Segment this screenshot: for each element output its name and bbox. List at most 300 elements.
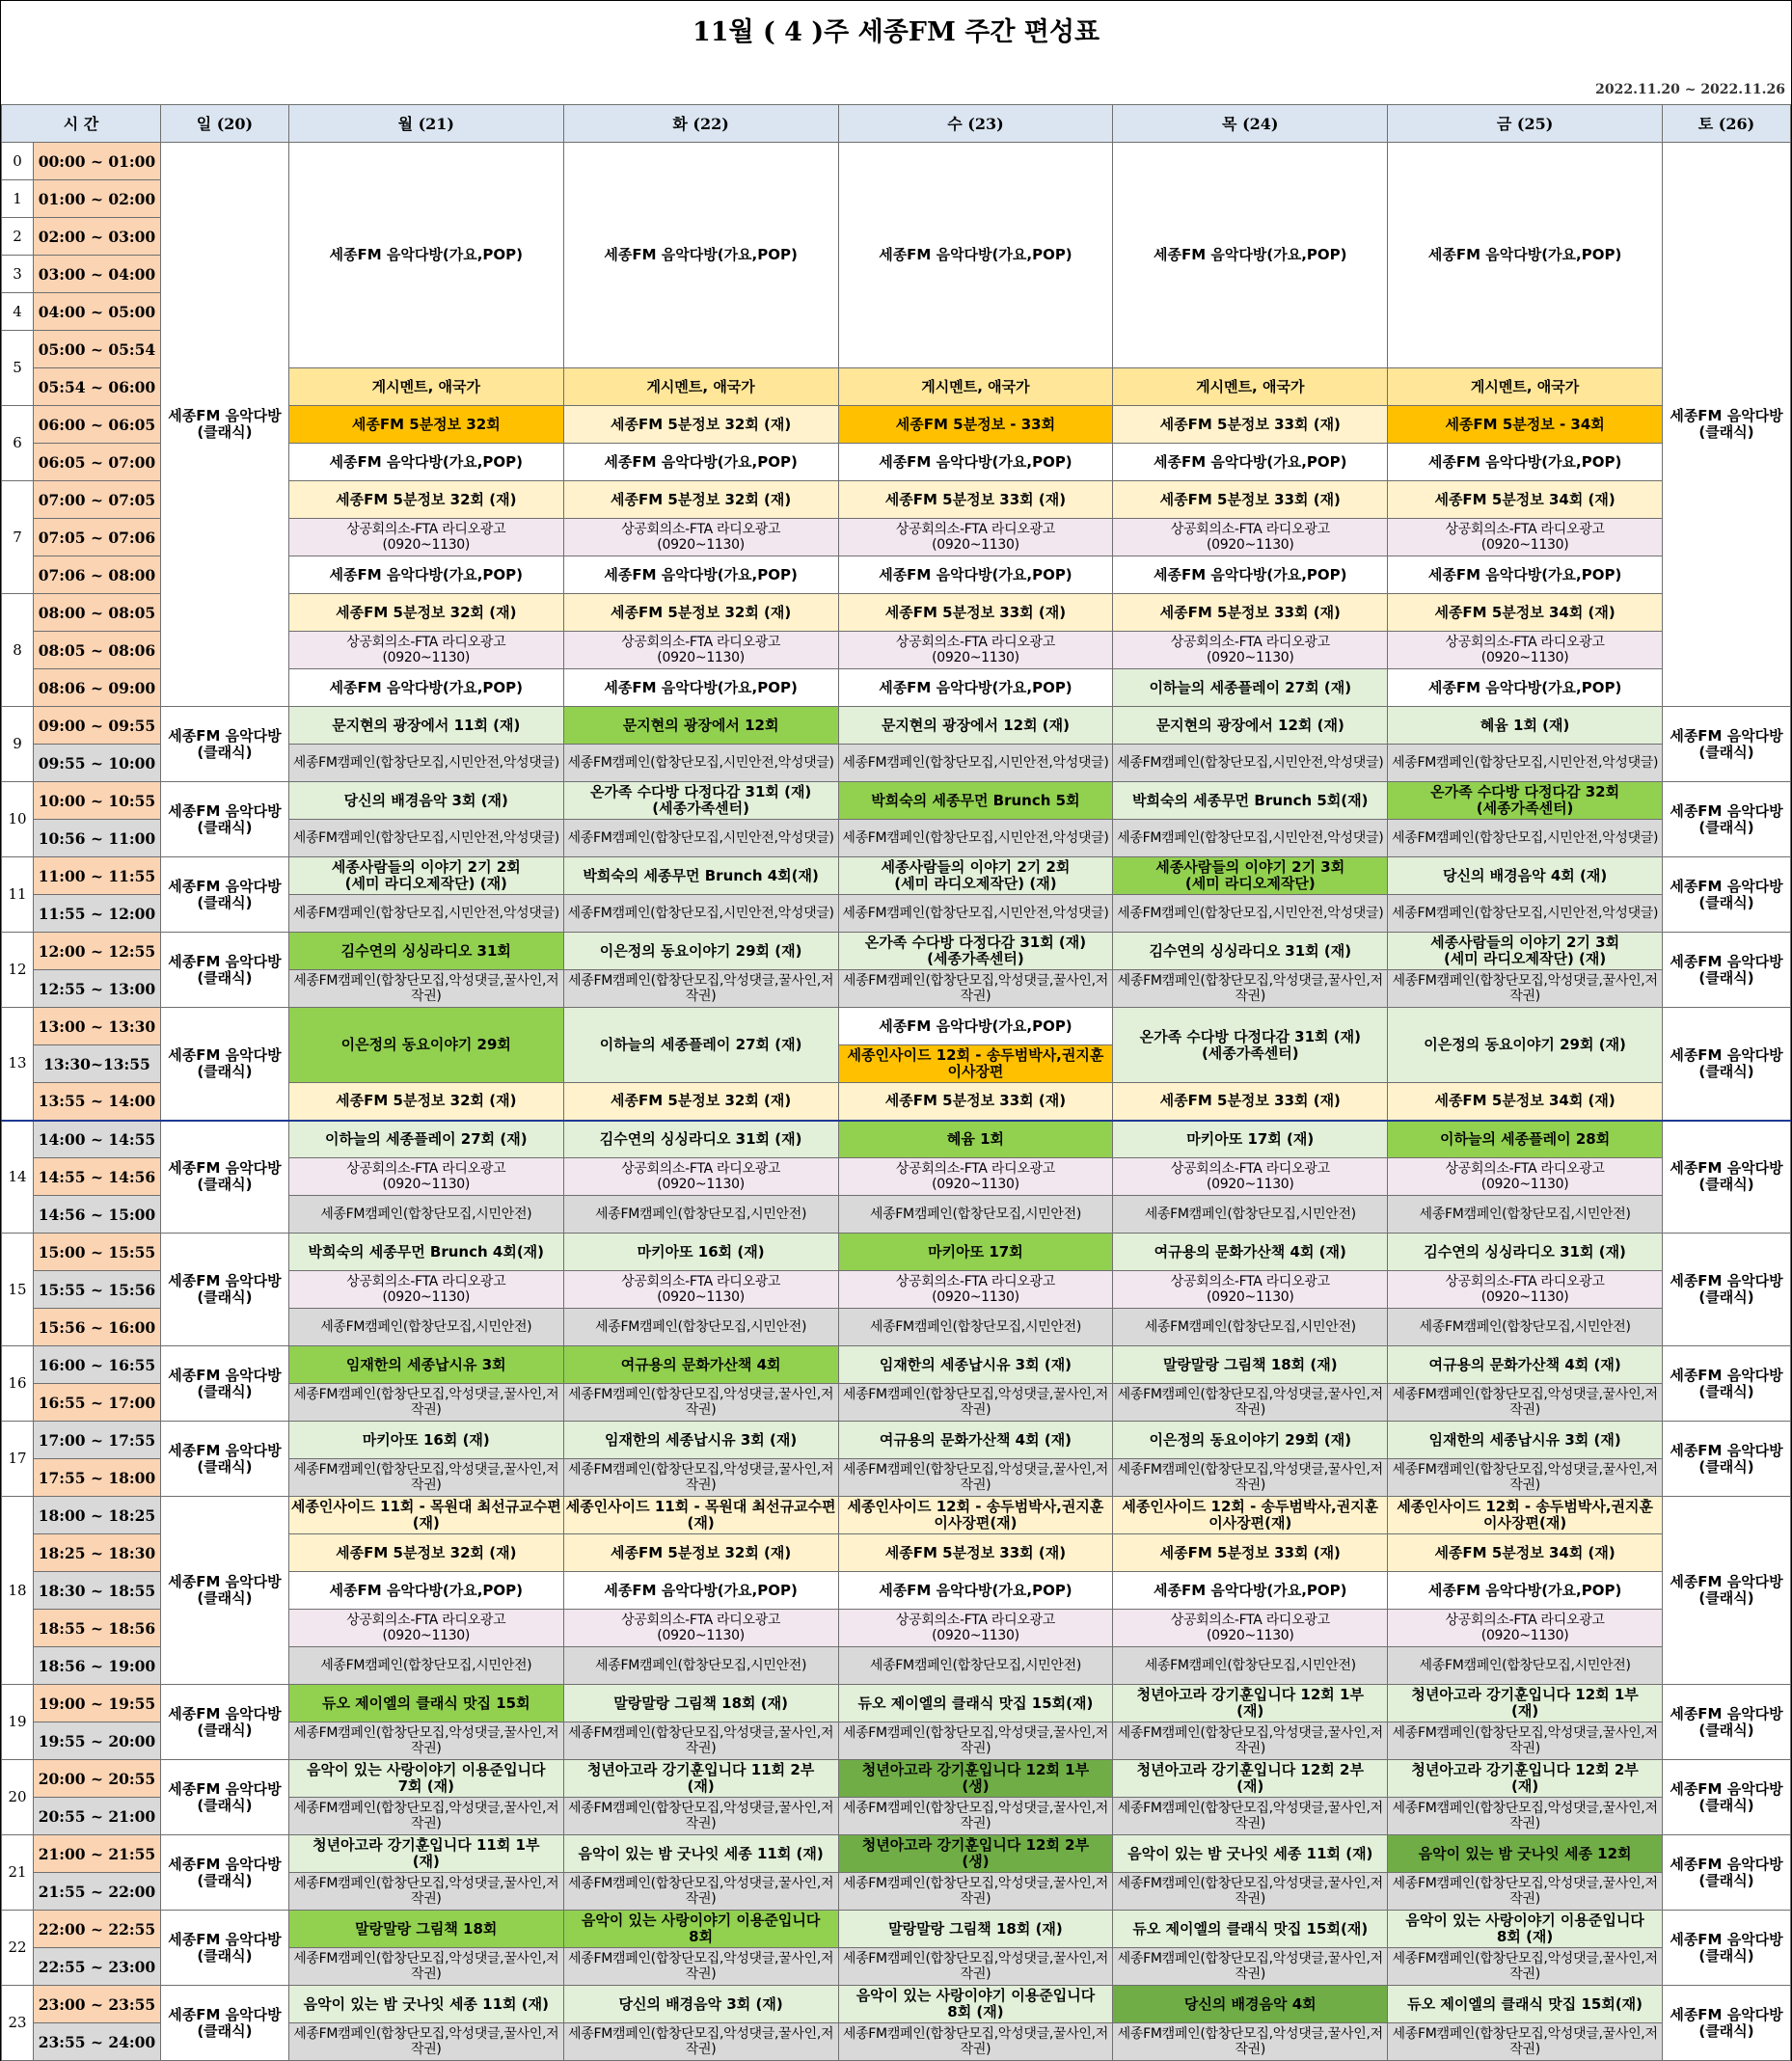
hour-label: 8 <box>2 594 34 707</box>
campaign-cell: 세종FM캠페인(합창단모집,시민안전,악성댓글) <box>1388 820 1663 857</box>
campaign-cell: 세종FM캠페인(합창단모집,악성댓글,꿀사인,저작권) <box>838 1384 1113 1422</box>
program-cell: 이하늘의 세종플레이 27회 (재) <box>1113 669 1388 707</box>
program-cell: 세종FM 5분정보 32회 (재) <box>563 594 838 632</box>
program-cell: 이은정의 동요이야기 29회 <box>288 1008 563 1083</box>
program-cell: 당신의 배경음악 4회 <box>1113 1986 1388 2023</box>
time-slot: 08:00 ~ 08:05 <box>33 594 160 632</box>
campaign-cell: 세종FM캠페인(합창단모집,시민안전) <box>1113 1647 1388 1685</box>
campaign-cell: 상공회의소-FTA 라디오광고 (0920~1130) <box>563 1271 838 1309</box>
campaign-cell: 세종FM캠페인(합창단모집,악성댓글,꿀사인,저작권) <box>563 1384 838 1422</box>
schedule-row <box>2 782 1791 820</box>
header-sat: 토 (26) <box>1663 105 1791 143</box>
campaign-cell: 세종FM캠페인(합창단모집,시민안전) <box>1388 1647 1663 1685</box>
hour-label: 22 <box>2 1911 34 1986</box>
campaign-cell: 상공회의소-FTA 라디오광고 (0920~1130) <box>1113 1610 1388 1647</box>
program-cell: 세종FM 음악다방(가요,POP) <box>1388 143 1663 368</box>
hour-label: 17 <box>2 1422 34 1497</box>
program-cell: 세종FM 음악다방(가요,POP) <box>1113 1572 1388 1610</box>
program-cell: 문지현의 광장에서 12회 (재) <box>838 707 1113 745</box>
campaign-cell: 세종FM캠페인(합창단모집,악성댓글,꿀사인,저작권) <box>1113 1948 1388 1986</box>
hour-label: 12 <box>2 933 34 1008</box>
schedule-grid <box>1 104 1791 2061</box>
sunday-program: 세종FM 음악다방 (클래식) <box>160 1835 288 1911</box>
hour-label: 18 <box>2 1497 34 1685</box>
hour-label: 15 <box>2 1234 34 1346</box>
campaign-cell: 상공회의소-FTA 라디오광고 (0920~1130) <box>288 1158 563 1196</box>
program-cell: 세종FM 5분정보 - 34회 <box>1388 406 1663 444</box>
program-cell: 세종FM 음악다방(가요,POP) <box>563 556 838 594</box>
schedule-row <box>2 1911 1791 1948</box>
campaign-cell: 세종FM캠페인(합창단모집,시민안전) <box>563 1196 838 1234</box>
program-cell: 세종FM 음악다방(가요,POP) <box>563 143 838 368</box>
sunday-program: 세종FM 음악다방 (클래식) <box>160 707 288 782</box>
program-cell: 듀오 제이엘의 클래식 맛집 15회(재) <box>838 1685 1113 1722</box>
time-slot: 00:00 ~ 01:00 <box>33 143 160 180</box>
campaign-cell: 세종FM캠페인(합창단모집,악성댓글,꿀사인,저작권) <box>838 1873 1113 1911</box>
program-cell: 게시멘트, 애국가 <box>1113 368 1388 406</box>
program-cell: 혜윰 1회 (재) <box>1388 707 1663 745</box>
hour-label: 4 <box>2 293 34 331</box>
program-cell: 청년아고라 강기훈입니다 12회 1부 (생) <box>838 1760 1113 1798</box>
program-cell: 세종FM 음악다방(가요,POP) <box>1113 143 1388 368</box>
program-cell: 세종FM 5분정보 33회 (재) <box>838 594 1113 632</box>
header-time: 시 간 <box>2 105 161 143</box>
program-cell: 세종FM 음악다방(가요,POP) <box>1113 556 1388 594</box>
program-cell: 세종FM 음악다방(가요,POP) <box>563 444 838 481</box>
campaign-cell: 세종FM캠페인(합창단모집,악성댓글,꿀사인,저작권) <box>1388 1798 1663 1835</box>
campaign-cell: 세종FM캠페인(합창단모집,시민안전,악성댓글) <box>1388 745 1663 782</box>
program-cell: 세종FM 음악다방(가요,POP) <box>838 143 1113 368</box>
campaign-cell: 세종FM캠페인(합창단모집,악성댓글,꿀사인,저작권) <box>288 970 563 1008</box>
saturday-program: 세종FM 음악다방 (클래식) <box>1663 1685 1791 1760</box>
campaign-cell: 세종FM캠페인(합창단모집,악성댓글,꿀사인,저작권) <box>288 1873 563 1911</box>
hour-label: 0 <box>2 143 34 180</box>
campaign-cell: 상공회의소-FTA 라디오광고 (0920~1130) <box>1388 1158 1663 1196</box>
program-cell: 세종FM 5분정보 32회 (재) <box>288 1083 563 1121</box>
hour-label: 14 <box>2 1121 34 1234</box>
program-cell: 당신의 배경음악 3회 (재) <box>563 1986 838 2023</box>
sunday-program: 세종FM 음악다방 (클래식) <box>160 1986 288 2061</box>
program-cell: 세종FM 음악다방(가요,POP) <box>1388 1572 1663 1610</box>
time-slot: 05:54 ~ 06:00 <box>33 368 160 406</box>
campaign-cell: 세종FM캠페인(합창단모집,시민안전) <box>288 1647 563 1685</box>
program-cell: 세종FM 음악다방(가요,POP) <box>838 444 1113 481</box>
campaign-cell: 상공회의소-FTA 라디오광고 (0920~1130) <box>838 1271 1113 1309</box>
program-cell: 임재한의 세종납시유 3회 (재) <box>838 1346 1113 1384</box>
time-slot: 06:00 ~ 06:05 <box>33 406 160 444</box>
time-slot: 03:00 ~ 04:00 <box>33 256 160 293</box>
program-cell: 마키아또 16회 (재) <box>563 1234 838 1271</box>
program-cell: 듀오 제이엘의 클래식 맛집 15회(재) <box>1388 1986 1663 2023</box>
program-cell: 세종FM 5분정보 32회 (재) <box>288 481 563 519</box>
program-cell: 세종FM 5분정보 32회 (재) <box>563 481 838 519</box>
program-cell: 청년아고라 강기훈입니다 12회 2부 (재) <box>1113 1760 1388 1798</box>
program-cell: 세종인사이드 12회 - 송두범박사,권지훈이사장편 <box>838 1045 1113 1083</box>
schedule-row <box>2 1986 1791 2023</box>
campaign-cell: 세종FM캠페인(합창단모집,악성댓글,꿀사인,저작권) <box>1388 1459 1663 1497</box>
program-cell: 음악이 있는 사랑이야기 이용준입니다 8회 <box>563 1911 838 1948</box>
campaign-cell: 세종FM캠페인(합창단모집,시민안전,악성댓글) <box>838 745 1113 782</box>
program-cell: 게시멘트, 애국가 <box>288 368 563 406</box>
campaign-cell: 세종FM캠페인(합창단모집,시민안전,악성댓글) <box>288 820 563 857</box>
campaign-cell: 세종FM캠페인(합창단모집,악성댓글,꿀사인,저작권) <box>1388 2023 1663 2061</box>
campaign-cell: 세종FM캠페인(합창단모집,시민안전,악성댓글) <box>838 820 1113 857</box>
schedule-row <box>2 707 1791 745</box>
program-cell: 세종FM 5분정보 33회 (재) <box>838 1534 1113 1572</box>
time-slot: 11:00 ~ 11:55 <box>33 857 160 895</box>
program-cell: 게시멘트, 애국가 <box>1388 368 1663 406</box>
sunday-program: 세종FM 음악다방 (클래식) <box>160 1685 288 1760</box>
time-slot: 16:00 ~ 16:55 <box>33 1346 160 1384</box>
program-cell: 임재한의 세종납시유 3회 <box>288 1346 563 1384</box>
campaign-cell: 상공회의소-FTA 라디오광고 (0920~1130) <box>1113 632 1388 669</box>
program-cell: 청년아고라 강기훈입니다 12회 1부 (재) <box>1388 1685 1663 1722</box>
program-cell: 세종FM 5분정보 33회 (재) <box>1113 1083 1388 1121</box>
time-slot: 18:56 ~ 19:00 <box>33 1647 160 1685</box>
time-slot: 18:00 ~ 18:25 <box>33 1497 160 1534</box>
hour-label: 7 <box>2 481 34 594</box>
saturday-program: 세종FM 음악다방 (클래식) <box>1663 933 1791 1008</box>
program-cell: 이은정의 동요이야기 29회 (재) <box>563 933 838 970</box>
header-mon: 월 (21) <box>288 105 563 143</box>
program-cell: 세종인사이드 12회 - 송두범박사,권지훈이사장편(재) <box>838 1497 1113 1534</box>
campaign-cell: 상공회의소-FTA 라디오광고 (0920~1130) <box>838 1158 1113 1196</box>
campaign-cell: 상공회의소-FTA 라디오광고 (0920~1130) <box>288 632 563 669</box>
sunday-program: 세종FM 음악다방 (클래식) <box>160 1760 288 1835</box>
time-slot: 13:30~13:55 <box>33 1045 160 1083</box>
program-cell: 세종FM 음악다방(가요,POP) <box>288 143 563 368</box>
program-cell: 여규용의 문화가산책 4회 <box>563 1346 838 1384</box>
sunday-program: 세종FM 음악다방 (클래식) <box>160 1911 288 1986</box>
program-cell: 세종FM 음악다방(가요,POP) <box>1388 669 1663 707</box>
sunday-program: 세종FM 음악다방 (클래식) <box>160 1422 288 1497</box>
campaign-cell: 세종FM캠페인(합창단모집,악성댓글,꿀사인,저작권) <box>1113 1722 1388 1760</box>
campaign-cell: 상공회의소-FTA 라디오광고 (0920~1130) <box>1388 632 1663 669</box>
program-cell: 세종FM 음악다방(가요,POP) <box>563 1572 838 1610</box>
sunday-program: 세종FM 음악다방 (클래식) <box>160 1346 288 1422</box>
campaign-cell: 상공회의소-FTA 라디오광고 (0920~1130) <box>1113 1271 1388 1309</box>
program-cell: 마키아또 17회 <box>838 1234 1113 1271</box>
program-cell: 세종FM 음악다방(가요,POP) <box>563 669 838 707</box>
campaign-cell: 상공회의소-FTA 라디오광고 (0920~1130) <box>1113 519 1388 556</box>
saturday-program: 세종FM 음악다방 (클래식) <box>1663 1760 1791 1835</box>
campaign-cell: 세종FM캠페인(합창단모집,악성댓글,꿀사인,저작권) <box>838 970 1113 1008</box>
campaign-cell: 상공회의소-FTA 라디오광고 (0920~1130) <box>1388 519 1663 556</box>
campaign-cell: 세종FM캠페인(합창단모집,악성댓글,꿀사인,저작권) <box>563 2023 838 2061</box>
program-cell: 세종FM 5분정보 33회 (재) <box>838 1083 1113 1121</box>
schedule-row <box>2 1422 1791 1459</box>
program-cell: 세종FM 음악다방(가요,POP) <box>838 556 1113 594</box>
program-cell: 문지현의 광장에서 12회 (재) <box>1113 707 1388 745</box>
program-cell: 세종인사이드 12회 - 송두범박사,권지훈이사장편(재) <box>1113 1497 1388 1534</box>
sunday-program: 세종FM 음악다방 (클래식) <box>160 1234 288 1346</box>
time-slot: 23:00 ~ 23:55 <box>33 1986 160 2023</box>
campaign-cell: 상공회의소-FTA 라디오광고 (0920~1130) <box>288 1610 563 1647</box>
schedule-row <box>2 933 1791 970</box>
campaign-cell: 세종FM캠페인(합창단모집,시민안전) <box>1388 1309 1663 1346</box>
time-slot: 01:00 ~ 02:00 <box>33 180 160 218</box>
campaign-cell: 상공회의소-FTA 라디오광고 (0920~1130) <box>1388 1271 1663 1309</box>
program-cell: 세종사람들의 이야기 2기 3회 (세미 라디오제작단) (재) <box>1388 933 1663 970</box>
program-cell: 게시멘트, 애국가 <box>838 368 1113 406</box>
campaign-cell: 세종FM캠페인(합창단모집,악성댓글,꿀사인,저작권) <box>838 1722 1113 1760</box>
program-cell: 세종FM 5분정보 - 33회 <box>838 406 1113 444</box>
program-cell: 세종FM 5분정보 33회 (재) <box>1113 481 1388 519</box>
time-slot: 20:55 ~ 21:00 <box>33 1798 160 1835</box>
campaign-cell: 세종FM캠페인(합창단모집,시민안전) <box>838 1196 1113 1234</box>
hour-label: 3 <box>2 256 34 293</box>
campaign-cell: 상공회의소-FTA 라디오광고 (0920~1130) <box>838 1610 1113 1647</box>
schedule-row <box>2 1234 1791 1271</box>
program-cell: 세종FM 5분정보 32회 (재) <box>563 406 838 444</box>
time-slot: 16:55 ~ 17:00 <box>33 1384 160 1422</box>
program-cell: 여규용의 문화가산책 4회 (재) <box>838 1422 1113 1459</box>
time-slot: 09:00 ~ 09:55 <box>33 707 160 745</box>
program-cell: 세종FM 5분정보 34회 (재) <box>1388 1534 1663 1572</box>
campaign-cell: 세종FM캠페인(합창단모집,악성댓글,꿀사인,저작권) <box>563 1948 838 1986</box>
program-cell: 문지현의 광장에서 11회 (재) <box>288 707 563 745</box>
program-cell: 온가족 수다방 다정다감 31회 (재) (세종가족센터) <box>1113 1008 1388 1083</box>
header-wed: 수 (23) <box>838 105 1113 143</box>
program-cell: 세종FM 5분정보 32회 (재) <box>563 1534 838 1572</box>
time-slot: 17:00 ~ 17:55 <box>33 1422 160 1459</box>
campaign-cell: 세종FM캠페인(합창단모집,악성댓글,꿀사인,저작권) <box>563 1459 838 1497</box>
program-cell: 말랑말랑 그림책 18회 (재) <box>1113 1346 1388 1384</box>
time-slot: 04:00 ~ 05:00 <box>33 293 160 331</box>
time-slot: 09:55 ~ 10:00 <box>33 745 160 782</box>
program-cell: 여규용의 문화가산책 4회 (재) <box>1388 1346 1663 1384</box>
campaign-cell: 세종FM캠페인(합창단모집,악성댓글,꿀사인,저작권) <box>1113 970 1388 1008</box>
program-cell: 박희숙의 세종무먼 Brunch 4회(재) <box>563 857 838 895</box>
program-cell: 세종FM 5분정보 34회 (재) <box>1388 594 1663 632</box>
header-sun: 일 (20) <box>160 105 288 143</box>
time-slot: 07:06 ~ 08:00 <box>33 556 160 594</box>
program-cell: 세종FM 5분정보 32회 (재) <box>288 1534 563 1572</box>
campaign-cell: 세종FM캠페인(합창단모집,시민안전) <box>1113 1196 1388 1234</box>
campaign-cell: 세종FM캠페인(합창단모집,악성댓글,꿀사인,저작권) <box>838 1948 1113 1986</box>
campaign-cell: 세종FM캠페인(합창단모집,악성댓글,꿀사인,저작권) <box>838 1798 1113 1835</box>
schedule-row <box>2 1121 1791 1158</box>
hour-label: 5 <box>2 331 34 406</box>
saturday-program: 세종FM 음악다방 (클래식) <box>1663 1497 1791 1685</box>
campaign-cell: 세종FM캠페인(합창단모집,악성댓글,꿀사인,저작권) <box>563 970 838 1008</box>
campaign-cell: 세종FM캠페인(합창단모집,악성댓글,꿀사인,저작권) <box>288 1798 563 1835</box>
campaign-cell: 상공회의소-FTA 라디오광고 (0920~1130) <box>1388 1610 1663 1647</box>
program-cell: 온가족 수다방 다정다감 31회 (재) (세종가족센터) <box>563 782 838 820</box>
sunday-program: 세종FM 음악다방 (클래식) <box>160 1008 288 1121</box>
campaign-cell: 세종FM캠페인(합창단모집,악성댓글,꿀사인,저작권) <box>1113 1798 1388 1835</box>
program-cell: 듀오 제이엘의 클래식 맛집 15회(재) <box>1113 1911 1388 1948</box>
program-cell: 세종FM 음악다방(가요,POP) <box>1388 444 1663 481</box>
campaign-cell: 상공회의소-FTA 라디오광고 (0920~1130) <box>288 519 563 556</box>
time-slot: 10:56 ~ 11:00 <box>33 820 160 857</box>
campaign-cell: 세종FM캠페인(합창단모집,시민안전,악성댓글) <box>1113 745 1388 782</box>
campaign-cell: 세종FM캠페인(합창단모집,시민안전) <box>288 1309 563 1346</box>
campaign-cell: 세종FM캠페인(합창단모집,시민안전,악성댓글) <box>1113 895 1388 933</box>
program-cell: 박희숙의 세종무먼 Brunch 5회 <box>838 782 1113 820</box>
program-cell: 세종인사이드 12회 - 송두범박사,권지훈이사장편(재) <box>1388 1497 1663 1534</box>
program-cell: 김수연의 싱싱라디오 31회 (재) <box>1388 1234 1663 1271</box>
program-cell: 세종FM 음악다방(가요,POP) <box>1388 556 1663 594</box>
time-slot: 14:56 ~ 15:00 <box>33 1196 160 1234</box>
program-cell: 세종FM 5분정보 34회 (재) <box>1388 481 1663 519</box>
campaign-cell: 세종FM캠페인(합창단모집,악성댓글,꿀사인,저작권) <box>1388 1384 1663 1422</box>
program-cell: 마키아또 17회 (재) <box>1113 1121 1388 1158</box>
campaign-cell: 세종FM캠페인(합창단모집,악성댓글,꿀사인,저작권) <box>288 2023 563 2061</box>
time-slot: 05:00 ~ 05:54 <box>33 331 160 368</box>
header-tue: 화 (22) <box>563 105 838 143</box>
campaign-cell: 세종FM캠페인(합창단모집,악성댓글,꿀사인,저작권) <box>1388 1722 1663 1760</box>
program-cell: 당신의 배경음악 3회 (재) <box>288 782 563 820</box>
saturday-program: 세종FM 음악다방 (클래식) <box>1663 1234 1791 1346</box>
time-slot: 14:00 ~ 14:55 <box>33 1121 160 1158</box>
program-cell: 세종FM 음악다방(가요,POP) <box>1113 444 1388 481</box>
time-slot: 08:05 ~ 08:06 <box>33 632 160 669</box>
program-cell: 세종인사이드 11회 - 목원대 최선규교수편(재) <box>563 1497 838 1534</box>
program-cell: 이은정의 동요이야기 29회 (재) <box>1113 1422 1388 1459</box>
time-slot: 15:55 ~ 15:56 <box>33 1271 160 1309</box>
program-cell: 이하늘의 세종플레이 27회 (재) <box>288 1121 563 1158</box>
time-slot: 20:00 ~ 20:55 <box>33 1760 160 1798</box>
schedule-row <box>2 1835 1791 1873</box>
time-slot: 15:56 ~ 16:00 <box>33 1309 160 1346</box>
saturday-program: 세종FM 음악다방 (클래식) <box>1663 1986 1791 2061</box>
saturday-program: 세종FM 음악다방 (클래식) <box>1663 857 1791 933</box>
hour-label: 11 <box>2 857 34 933</box>
header-thu: 목 (24) <box>1113 105 1388 143</box>
program-cell: 세종사람들의 이야기 2기 2회 (세미 라디오제작단) (재) <box>288 857 563 895</box>
program-cell: 이하늘의 세종플레이 28회 <box>1388 1121 1663 1158</box>
program-cell: 이하늘의 세종플레이 27회 (재) <box>563 1008 838 1083</box>
time-slot: 12:55 ~ 13:00 <box>33 970 160 1008</box>
campaign-cell: 세종FM캠페인(합창단모집,악성댓글,꿀사인,저작권) <box>838 1459 1113 1497</box>
program-cell: 음악이 있는 사랑이야기 이용준입니다 8회 (재) <box>1388 1911 1663 1948</box>
program-cell: 세종사람들의 이야기 2기 2회 (세미 라디오제작단) (재) <box>838 857 1113 895</box>
time-slot: 07:05 ~ 07:06 <box>33 519 160 556</box>
campaign-cell: 세종FM캠페인(합창단모집,시민안전,악성댓글) <box>563 745 838 782</box>
schedule-table <box>1 104 1791 2061</box>
campaign-cell: 세종FM캠페인(합창단모집,악성댓글,꿀사인,저작권) <box>288 1384 563 1422</box>
time-slot: 17:55 ~ 18:00 <box>33 1459 160 1497</box>
schedule-row <box>2 1760 1791 1798</box>
program-cell: 세종FM 5분정보 33회 (재) <box>1113 406 1388 444</box>
time-slot: 10:00 ~ 10:55 <box>33 782 160 820</box>
time-slot: 18:30 ~ 18:55 <box>33 1572 160 1610</box>
program-cell: 세종FM 5분정보 32회 (재) <box>563 1083 838 1121</box>
schedule-row <box>2 143 1791 180</box>
time-slot: 19:00 ~ 19:55 <box>33 1685 160 1722</box>
time-slot: 22:00 ~ 22:55 <box>33 1911 160 1948</box>
time-slot: 19:55 ~ 20:00 <box>33 1722 160 1760</box>
campaign-cell: 세종FM캠페인(합창단모집,시민안전,악성댓글) <box>1113 820 1388 857</box>
time-slot: 13:00 ~ 13:30 <box>33 1008 160 1045</box>
time-slot: 15:00 ~ 15:55 <box>33 1234 160 1271</box>
schedule-row <box>2 1008 1791 1045</box>
sunday-program: 세종FM 음악다방 (클래식) <box>160 143 288 707</box>
time-slot: 21:00 ~ 21:55 <box>33 1835 160 1873</box>
campaign-cell: 세종FM캠페인(합창단모집,악성댓글,꿀사인,저작권) <box>838 2023 1113 2061</box>
sunday-program: 세종FM 음악다방 (클래식) <box>160 1121 288 1234</box>
campaign-cell: 세종FM캠페인(합창단모집,시민안전) <box>838 1647 1113 1685</box>
campaign-cell: 세종FM캠페인(합창단모집,악성댓글,꿀사인,저작권) <box>288 1948 563 1986</box>
program-cell: 청년아고라 강기훈입니다 12회 1부 (재) <box>1113 1685 1388 1722</box>
program-cell: 세종FM 5분정보 32회 (재) <box>288 594 563 632</box>
campaign-cell: 세종FM캠페인(합창단모집,시민안전,악성댓글) <box>563 895 838 933</box>
program-cell: 청년아고라 강기훈입니다 11회 2부 (재) <box>563 1760 838 1798</box>
program-cell: 김수연의 싱싱라디오 31회 (재) <box>1113 933 1388 970</box>
campaign-cell: 세종FM캠페인(합창단모집,악성댓글,꿀사인,저작권) <box>563 1873 838 1911</box>
header-row <box>2 105 1791 143</box>
hour-label: 16 <box>2 1346 34 1422</box>
campaign-cell: 세종FM캠페인(합창단모집,시민안전) <box>563 1647 838 1685</box>
program-cell: 세종FM 음악다방(가요,POP) <box>288 669 563 707</box>
program-cell: 말랑말랑 그림책 18회 <box>288 1911 563 1948</box>
campaign-cell: 세종FM캠페인(합창단모집,악성댓글,꿀사인,저작권) <box>1113 1459 1388 1497</box>
program-cell: 세종FM 음악다방(가요,POP) <box>288 1572 563 1610</box>
program-cell: 세종FM 5분정보 32회 <box>288 406 563 444</box>
campaign-cell: 세종FM캠페인(합창단모집,악성댓글,꿀사인,저작권) <box>288 1722 563 1760</box>
campaign-cell: 세종FM캠페인(합창단모집,시민안전) <box>288 1196 563 1234</box>
program-cell: 세종FM 5분정보 33회 (재) <box>1113 594 1388 632</box>
program-cell: 음악이 있는 사랑이야기 이용준입니다 7회 (재) <box>288 1760 563 1798</box>
campaign-cell: 세종FM캠페인(합창단모집,시민안전) <box>1388 1196 1663 1234</box>
program-cell: 김수연의 싱싱라디오 31회 (재) <box>563 1121 838 1158</box>
campaign-cell: 세종FM캠페인(합창단모집,시민안전,악성댓글) <box>288 895 563 933</box>
hour-label: 21 <box>2 1835 34 1911</box>
saturday-program: 세종FM 음악다방 (클래식) <box>1663 1911 1791 1986</box>
program-cell: 말랑말랑 그림책 18회 (재) <box>838 1911 1113 1948</box>
program-cell: 박희숙의 세종무먼 Brunch 5회(재) <box>1113 782 1388 820</box>
program-cell: 박희숙의 세종무먼 Brunch 4회(재) <box>288 1234 563 1271</box>
program-cell: 청년아고라 강기훈입니다 12회 2부 (생) <box>838 1835 1113 1873</box>
saturday-program: 세종FM 음악다방 (클래식) <box>1663 1422 1791 1497</box>
hour-label: 23 <box>2 1986 34 2061</box>
program-cell: 온가족 수다방 다정다감 32회 (세종가족센터) <box>1388 782 1663 820</box>
program-cell: 게시멘트, 애국가 <box>563 368 838 406</box>
program-cell: 임재한의 세종납시유 3회 (재) <box>1388 1422 1663 1459</box>
campaign-cell: 세종FM캠페인(합창단모집,시민안전,악성댓글) <box>288 745 563 782</box>
program-cell: 세종FM 음악다방(가요,POP) <box>838 1008 1113 1045</box>
time-slot: 18:55 ~ 18:56 <box>33 1610 160 1647</box>
time-slot: 07:00 ~ 07:05 <box>33 481 160 519</box>
program-cell: 여규용의 문화가산책 4회 (재) <box>1113 1234 1388 1271</box>
program-cell: 임재한의 세종납시유 3회 (재) <box>563 1422 838 1459</box>
time-slot: 08:06 ~ 09:00 <box>33 669 160 707</box>
program-cell: 음악이 있는 밤 굿나잇 세종 11회 (재) <box>288 1986 563 2023</box>
program-cell: 음악이 있는 밤 굿나잇 세종 11회 (재) <box>1113 1835 1388 1873</box>
campaign-cell: 세종FM캠페인(합창단모집,시민안전,악성댓글) <box>838 895 1113 933</box>
program-cell: 음악이 있는 밤 굿나잇 세종 12회 <box>1388 1835 1663 1873</box>
program-cell: 세종인사이드 11회 - 목원대 최선규교수편(재) <box>288 1497 563 1534</box>
program-cell: 당신의 배경음악 4회 (재) <box>1388 857 1663 895</box>
time-slot: 22:55 ~ 23:00 <box>33 1948 160 1986</box>
page-title: 11월 ( 4 )주 세종FM 주간 편성표 <box>692 17 1100 47</box>
program-cell: 음악이 있는 사랑이야기 이용준입니다 8회 (재) <box>838 1986 1113 2023</box>
campaign-cell: 상공회의소-FTA 라디오광고 (0920~1130) <box>563 519 838 556</box>
time-slot: 23:55 ~ 24:00 <box>33 2023 160 2061</box>
program-cell: 세종FM 음악다방(가요,POP) <box>838 1572 1113 1610</box>
campaign-cell: 세종FM캠페인(합창단모집,악성댓글,꿀사인,저작권) <box>1113 1873 1388 1911</box>
program-cell: 문지현의 광장에서 12회 <box>563 707 838 745</box>
program-cell: 혜윰 1회 <box>838 1121 1113 1158</box>
schedule-row <box>2 1685 1791 1722</box>
schedule-row <box>2 1497 1791 1534</box>
schedule-row <box>2 1346 1791 1384</box>
campaign-cell: 상공회의소-FTA 라디오광고 (0920~1130) <box>1113 1158 1388 1196</box>
campaign-cell: 세종FM캠페인(합창단모집,시민안전) <box>1113 1309 1388 1346</box>
campaign-cell: 세종FM캠페인(합창단모집,시민안전,악성댓글) <box>1388 895 1663 933</box>
hour-label: 13 <box>2 1008 34 1121</box>
